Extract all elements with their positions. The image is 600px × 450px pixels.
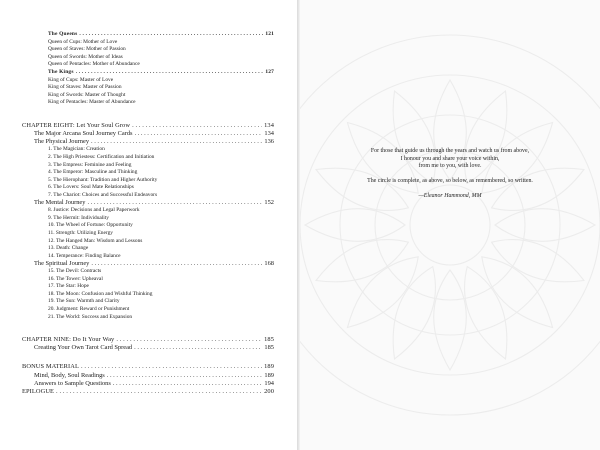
toc-subentry — [22, 154, 274, 162]
toc-block-back-matter — [22, 363, 274, 396]
toc-leader-dots — [76, 69, 264, 77]
toc-entry-title: 11. Strength: Utilizing Energy — [48, 229, 113, 236]
toc-leader-dots — [87, 199, 262, 207]
toc-leader-dots — [107, 372, 263, 380]
toc-entry-title: 9. The Hermit: Individuality — [48, 214, 109, 221]
toc-page-number: 168 — [264, 260, 274, 268]
toc-page-number: 152 — [264, 199, 274, 207]
toc-entry — [22, 344, 274, 352]
toc-subentry — [22, 177, 274, 185]
toc-subentry — [22, 306, 274, 314]
toc-leader-dots — [91, 260, 262, 268]
toc-block-chapter-nine — [22, 336, 274, 352]
toc-entry-title: 14. Temperance: Finding Balance — [48, 252, 121, 259]
toc-entry — [22, 380, 274, 388]
toc-subentry — [22, 146, 274, 154]
toc-entry — [22, 388, 274, 396]
toc-leader-dots — [132, 122, 262, 130]
toc-entry-title: 20. Judgment: Reward or Punishment — [48, 306, 130, 312]
toc-entry-title: 10. The Wheel of Fortune: Opportunity — [48, 222, 133, 229]
toc-entry-title: 21. The World: Success and Expansion — [48, 313, 133, 320]
toc-entry — [22, 336, 274, 344]
toc-entry — [22, 372, 274, 380]
toc-entry-title: 12. The Hanged Man: Wisdom and Lessons — [48, 237, 143, 244]
toc-entry-title: Queen of Staves: Mother of Passion — [48, 46, 126, 53]
toc-entry-title: The Kings — [48, 68, 74, 75]
toc-subentry — [22, 61, 274, 69]
toc-leader-dots — [116, 336, 262, 344]
toc-entry-title: Queen of Pentacles: Mother of Abundance — [48, 61, 140, 68]
toc-entry-title: 1. The Magician: Creation — [48, 146, 105, 153]
toc-entry — [22, 122, 274, 130]
toc-page — [0, 0, 298, 450]
toc-entry-title: The Major Arcana Soul Journey Cards — [34, 130, 133, 138]
toc-subentry — [22, 169, 274, 177]
toc-entry-title: 19. The Sun: Warmth and Clarity — [48, 298, 120, 305]
toc-page-number: 134 — [264, 121, 274, 129]
toc-entry — [22, 69, 274, 77]
toc-entry-title: Queen of Cups: Mother of Love — [48, 38, 118, 45]
toc-page-number: 185 — [264, 336, 274, 344]
toc-entry-title: Creating Your Own Tarot Card Spread — [34, 344, 133, 352]
dedication-line: from me to you, with love. — [418, 163, 482, 170]
toc-entry-title: 13. Death: Change — [48, 245, 89, 252]
table-of-contents — [22, 31, 274, 396]
toc-entry-title: The Physical Journey — [34, 138, 90, 146]
toc-entry-title: Answers to Sample Questions — [34, 379, 111, 387]
toc-entry-title: 2. The High Priestess: Certification and Initiation — [48, 153, 155, 160]
toc-page-number: 134 — [264, 130, 274, 138]
toc-entry-title: Mind, Body, Soul Readings — [34, 371, 105, 379]
toc-entry-title: CHAPTER EIGHT: Let Your Soul Grow — [22, 121, 131, 129]
toc-page-number: 121 — [265, 31, 274, 37]
toc-entry — [22, 31, 274, 39]
toc-subentry — [22, 238, 274, 246]
dedication-line: For those that guide us through the years and watch us from above, — [370, 148, 530, 154]
toc-leader-dots — [56, 388, 262, 396]
toc-entry-title: King of Pentacles: Master of Abundance — [48, 99, 136, 106]
toc-entry-title: 6. The Lovers: Soul Mate Relationships — [48, 184, 134, 191]
toc-page-number: 189 — [264, 371, 274, 379]
toc-subentry — [22, 84, 274, 92]
toc-page-number: 200 — [264, 387, 274, 395]
toc-page-number: 127 — [265, 68, 274, 75]
toc-subentry — [22, 184, 274, 192]
toc-page-number: 194 — [264, 379, 274, 387]
toc-entry — [22, 199, 274, 207]
toc-subentry — [22, 46, 274, 54]
toc-entry-title: King of Swords: Master of Thought — [48, 91, 126, 98]
toc-leader-dots — [134, 344, 262, 352]
toc-entry-title: CHAPTER NINE: Do It Your Way — [22, 336, 115, 344]
toc-entry-title: The Mental Journey — [34, 199, 86, 207]
toc-entry-title: King of Cups: Master of Love — [48, 76, 114, 83]
dedication — [300, 148, 600, 201]
toc-entry-title: 7. The Chariot: Choices and Successful Endeavors — [48, 191, 158, 198]
toc-subentry — [22, 245, 274, 253]
toc-entry — [22, 260, 274, 268]
toc-subentry — [22, 314, 274, 322]
toc-subentry — [22, 222, 274, 230]
toc-block-court-cards — [22, 31, 274, 107]
dedication-line: I honour you and share your voice within, — [400, 155, 500, 162]
toc-page-number: 189 — [264, 363, 274, 371]
toc-page-number: 185 — [264, 344, 274, 352]
toc-entry-title: 16. The Tower: Upheaval — [48, 275, 103, 282]
dedication-page — [300, 0, 600, 450]
toc-entry-title: The Spiritual Journey — [34, 260, 90, 268]
toc-subentry — [22, 207, 274, 215]
toc-entry-title: 18. The Moon: Confusion and Wishful Thinking — [48, 290, 153, 297]
toc-entry-title: 4. The Emperor: Masculine and Thinking — [48, 169, 138, 176]
mandala-background-pattern — [300, 0, 600, 450]
toc-entry-title: 3. The Empress: Feminine and Feeling — [48, 161, 132, 168]
toc-subentry — [22, 298, 274, 306]
toc-entry — [22, 130, 274, 138]
toc-subentry — [22, 291, 274, 299]
toc-entry-title: BONUS MATERIAL — [22, 363, 79, 371]
toc-block-chapter-eight — [22, 122, 274, 321]
toc-entry-title: Queen of Swords: Mother of Ideas — [48, 53, 123, 60]
toc-subentry — [22, 268, 274, 276]
toc-entry-title: 17. The Star: Hope — [48, 283, 89, 290]
dedication-signature: —Eleanor Hammond, MM — [418, 193, 482, 200]
toc-entry — [22, 138, 274, 146]
toc-entry-title: 5. The Hierophant: Tradition and Higher Authority — [48, 176, 158, 183]
toc-entry — [22, 363, 274, 371]
toc-entry-title: 15. The Devil: Contracts — [48, 268, 102, 275]
toc-page-number: 136 — [264, 138, 274, 146]
toc-entry-title: King of Staves: Master of Passion — [48, 84, 122, 91]
toc-leader-dots — [91, 138, 262, 146]
toc-leader-dots — [79, 31, 263, 39]
toc-leader-dots — [81, 363, 262, 371]
toc-subentry — [22, 276, 274, 284]
toc-entry-title: EPILOGUE — [22, 387, 55, 395]
toc-entry-title: 8. Justice: Decisions and Legal Paperwork — [48, 207, 140, 214]
toc-subentry — [22, 283, 274, 291]
toc-subentry — [22, 99, 274, 107]
toc-subentry — [22, 230, 274, 238]
toc-leader-dots — [135, 130, 263, 138]
toc-entry-title: The Queens — [48, 31, 78, 37]
toc-subentry — [22, 192, 274, 200]
toc-subentry — [22, 162, 274, 170]
toc-leader-dots — [113, 380, 263, 388]
dedication-line: The circle is complete, as above, so below, as remembered, so written. — [367, 177, 533, 184]
toc-subentry — [22, 253, 274, 261]
